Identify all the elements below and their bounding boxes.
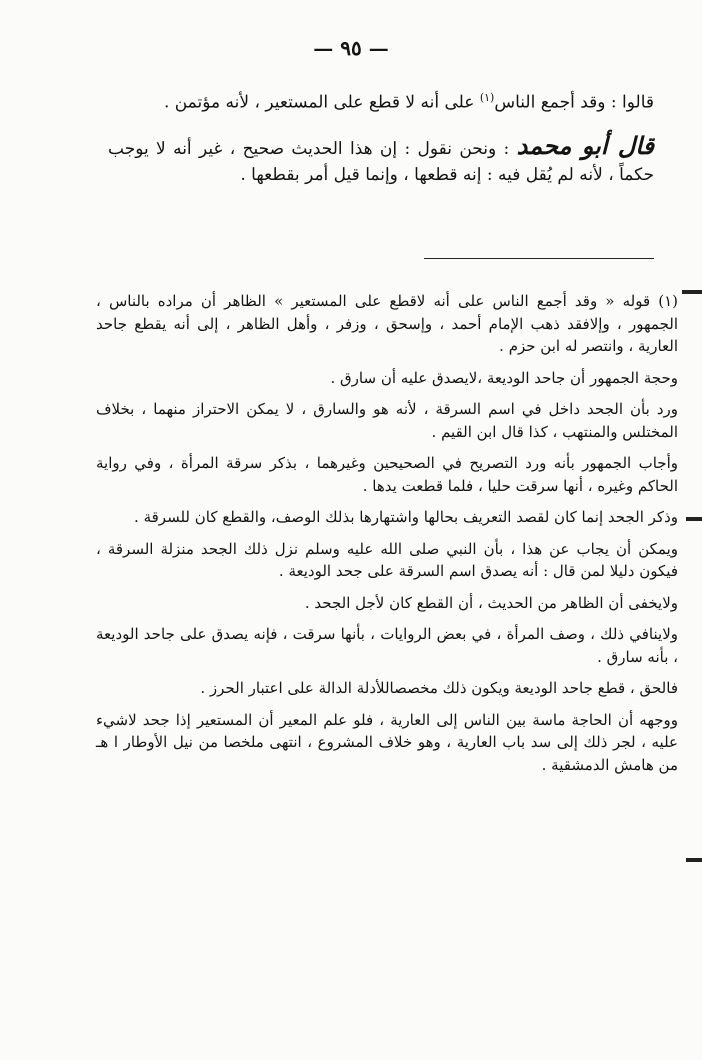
footnote-divider — [424, 258, 654, 259]
main-text — [108, 90, 654, 201]
footnote-paragraph: وأجاب الجمهور بأنه ورد التصريح في الصحيحين وغيرهما ، بذكر سرقة المرأة ، وفي رواية الحاكم وغيره ، أنها سرقت حليا ، فلما قطعت يدها . — [96, 454, 678, 495]
footnotes — [96, 290, 678, 785]
footnote-paragraph: ووجهه أن الحاجة ماسة بين الناس إلى العارية ، فلو علم المعير أن المستعير إذا جحد لاشيء عليه ، لجر ذلك إلى سد باب العارية ، وهو خلاف المشروع ، انتهى ملخصا من نيل الأوطار ا هـ من هامش الدمشقية . — [96, 710, 678, 774]
footnote-paragraph: ولاينافي ذلك ، وصف المرأة ، في بعض الروايات ، بأنها سرقت ، فإنه يصدق على جاحد الوديعة ، بأنه سارق . — [96, 625, 678, 666]
main-paragraph-1-rest: على أنه لا قطع على المستعير ، لأنه مؤتمن . — [163, 92, 480, 113]
footnote-paragraph: ويمكن أن يجاب عن هذا ، بأن النبي صلى الله عليه وسلم نزل ذلك الجحد منزلة السرقة ، فيكون دليلا لمن قال : أنه يصدق اسم السرقة على جحد الوديعة . — [96, 539, 678, 580]
scan-margin-mark — [686, 517, 702, 521]
author-mark: قال أبو محمد — [516, 130, 654, 160]
main-paragraph-1 — [108, 90, 654, 115]
main-paragraph-2 — [108, 129, 654, 187]
footnote-paragraph: وحجة الجمهور أن جاحد الوديعة ،لايصدق عليه أن سارق . — [330, 368, 678, 387]
scan-margin-mark — [686, 858, 702, 862]
footnote-paragraph: (١) قوله « وقد أجمع الناس على أنه لاقطع على المستعير » الظاهر أن مراده بالناس ، الجمهور ، وإلافقد ذهب الإمام أحمد ، وإسحق ، وزفر ، وأهل الظاهر ، إلى أنه يقطع جاحد العارية ، وانتصر له ابن حزم . — [96, 292, 678, 355]
scan-margin-mark — [682, 290, 702, 294]
footnote-paragraph: وذكر الجحد إنما كان لقصد التعريف بحالها واشتهارها بذلك الوصف، والقطع كان للسرقة . — [134, 508, 678, 526]
main-paragraph-1-text: قالوا : وقد أجمع الناس — [494, 92, 654, 113]
footnote-paragraph: ولايخفى أن الظاهر من الحديث ، أن القطع كان لأجل الجحد . — [304, 593, 678, 612]
main-paragraph-2-text: : ونحن نقول : إن هذا الحديث صحيح ، غير أنه لا يوجب حكماً ، لأنه لم يُقل فيه : إنه قطعها ، وإنما قيل أمر بقطعها . — [108, 138, 654, 185]
footnote-paragraph: فالحق ، قطع جاحد الوديعة ويكون ذلك مخصصاللأدلة الدالة على اعتبار الحرز . — [200, 679, 678, 697]
footnote-paragraph: ورد بأن الجحد داخل في اسم السرقة ، لأنه هو والسارق ، لا يمكن الاحتراز منهما ، بخلاف المختلس والمنتهب ، كذا قال ابن القيم . — [96, 400, 678, 441]
page-number: — ٩٥ — — [313, 36, 389, 60]
footnote-reference: (١) — [479, 91, 495, 104]
